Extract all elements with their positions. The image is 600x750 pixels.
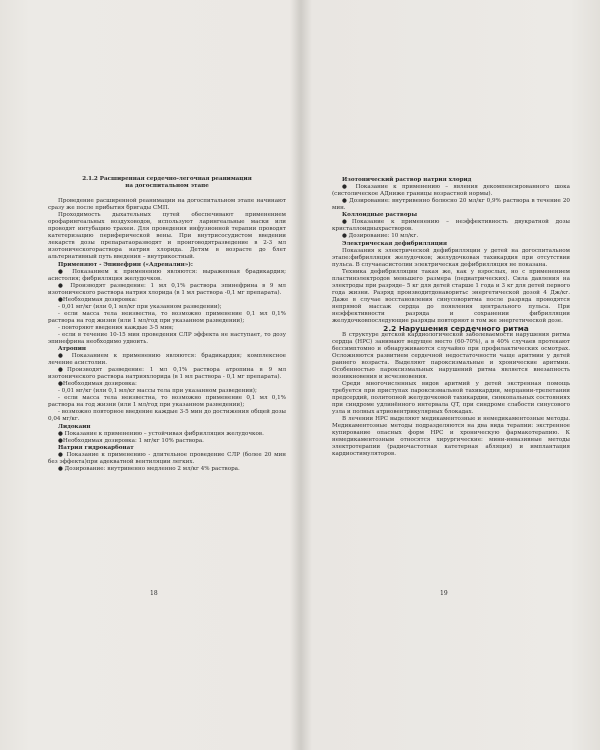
list-item: - если масса тела неизвестна, то возможно применение 0,1 мл 0,1% раствора на год жизни (или 1 мл/год при указанном разведении); bbox=[48, 310, 286, 324]
section-heading-line1: 2.1.2 Расширенная сердечно-легочная реанимация bbox=[82, 176, 252, 182]
list-item: ●Необходимая дозировка: 1 мг/кг 10% раствора. bbox=[58, 437, 204, 444]
list-item: ● Производят разведение: 1 мл 0,1% раствора эпинефрина в 9 мл изотонического раствора натрия хлорида (в 1 мл раствора -0,1 мг препарата). bbox=[48, 282, 286, 296]
page-number: 19 bbox=[440, 590, 448, 597]
defibrillation-title: Электрическая дефибрилляция bbox=[342, 240, 448, 247]
paragraph: Среди многочисленных видов аритмий у детей экстренная помощь требуется при приступах пароксизмальной тахикардии, мерцании-трепетании предсердий, политопной желудочковой тахикардии, синкопальных состояниях при синдроме удлинённого интервала QT, при синдроме слабости синусового узла и полных атриовентрикулярных блокадах. bbox=[332, 380, 570, 415]
list-item: ● Показание к применению – явления декомпенсированного шока (систолическое АДниже границы возрастной нормы). bbox=[332, 183, 570, 197]
paragraph: Проведение расширенной реанимации на догоспитальном этапе начинают сразу же после прибытия бригады СМП. bbox=[48, 198, 286, 211]
list-item: ● Дозирование: внутривенно медленно 2 мл/кг 4% раствора. bbox=[58, 466, 240, 473]
left-page-text bbox=[48, 176, 286, 473]
paragraph: Показания к электрической дефибрилляции у детей на догоспитальном этапе:фибрилляция желудочков; желудочковая тахикардия при отсутствии пульса. В случаеасистолии электрическая дефибрилляция не показана. bbox=[332, 247, 570, 268]
saline-title: Изотонический раствор натрия хлорид bbox=[342, 176, 472, 183]
list-item: - если масса тела неизвестна, то возможно применение 0,1 мл 0,1% раствора на год жизни (или 1 мл/год при указанном разведении); bbox=[48, 395, 286, 409]
list-item: ● Дозирование: 10 мл/кг. bbox=[342, 233, 419, 240]
list-item: - повторяют введения каждые 3-5 мин; bbox=[58, 324, 174, 331]
section-heading: 2.2 Нарушения сердечного ритма bbox=[383, 323, 529, 333]
atropine-title: Атропин bbox=[58, 346, 87, 353]
list-item: ● Показание к применению – устойчивая фибрилляция желудочков. bbox=[58, 430, 264, 437]
paragraph: В структуре детской кардиологической заболеваемости нарушения ритма сердца (НРС) занимают ведущее место (60-70%), а в 40% случаев протекают бессимптомно и обнаруживаются случайно при профилактических осмотрах. Осложняются развитием сердечной недостаточности чаще аритмии у детей раннего возраста. Выделяют пароксизмальные и хронические аритмии. Особенностью пароксизмальных нарушений ритма является внезапность возникновения и исчезновения. bbox=[332, 331, 570, 380]
list-item: ● Дозирование: внутривенно болюсно 20 мл/кг 0,9% раствора в течение 20 мин. bbox=[332, 197, 570, 211]
paragraph: В лечении НРС выделяют медикаментозные и немедикаментозные методы. Медикаментозные методы подразделяются на два вида терапии: экстренное купирование опасных форм НРС и хроническую фармакотерапию. К немедикаментозным относятся хирургические: мини-инвазивные методы электротерапии (радиочастотная катетерная абляция) и имплантация кардиостимуляторов. bbox=[332, 415, 570, 457]
list-item: ● Показанием к применению являются: выраженная брадикардия; асистолия; фибрилляция желудочков. bbox=[48, 268, 286, 282]
list-item: - 0,01 мг/кг (или 0,1 мл/кг массы тела при указанном разведении); bbox=[58, 388, 257, 395]
list-item: ●Производят разведение: 1 мл 0,1% раствора атропина в 9 мл изотонического раствора натрияхлорида (в 1 мл раствора - 0,1 мг препарата). bbox=[48, 367, 286, 381]
lidocaine-title: Лидокаин bbox=[58, 423, 91, 430]
list-item: - если в течение 10-15 мин проведения СЛР эффекта не наступает, то дозу эпинефрина необходимо удвоить. bbox=[48, 331, 286, 345]
list-item: - возможно повторное введение каждые 3-5 мин до достижения общей дозы 0,04 мг/кг. bbox=[48, 409, 286, 423]
list-item: ●Показание к применению – неэффективность двукратной дозы кристаллоидныхрастворов. bbox=[332, 219, 570, 233]
colloid-title: Коллоидные растворы bbox=[342, 212, 418, 219]
list-item: ● Показанием к применению являются: брадикардия; комплексное лечение асистолии. bbox=[48, 353, 286, 367]
right-page bbox=[300, 0, 600, 750]
paragraph: Проходимость дыхательных путей обеспечивают применением орофарингеальных воздуховодов, используют ларингеальные маски или проводят интубацию трахеи. Для проведения инфузионной терапии проводят катетеризацию периферической вены. При внутрисосудистом введении лекарств дозы препаратаоразводят и проиговодятразведение в 2-3 мл изотоническогораствора натрия хлорида. Детям в возрасте до блет альтернативный путь введения – внутрикостный. bbox=[48, 212, 286, 260]
page-number: 18 bbox=[150, 590, 158, 597]
list-item: - 0,01 мг/кг (или 0,1 мл/кг при указанном разведении); bbox=[58, 303, 222, 310]
right-page-text bbox=[332, 176, 570, 458]
paragraph: Техника дефибрилляции такая же, как у взрослых, но с применением пластинэлектродов меньшего размера (педиатрических). Сила давления на электроды при разряде– 5 кг для детей старше 1 года и 3 кг для детей первого года жизни. Разряд производитдонаворитьс энергетической дозой 4 Дж/кг. Даже в случае восстановления синусоворитма после разряда проводятся непрямой массаж сердца до появления центрального пульса. При неэффективности разряда и сохранении фибрилляции желудочковпоследующие разряды повторяют в том же энергетической дозе. bbox=[332, 268, 570, 324]
list-item: ●Необходимая дозировка: bbox=[58, 381, 137, 388]
bicarbonate-title: Натрия гидрокарбонат bbox=[58, 445, 134, 452]
section-heading-line2: на догоспитальном этапе bbox=[125, 183, 209, 189]
epinephrine-title: Применяют - Эпинефрин («Адреналин»): bbox=[58, 261, 193, 268]
list-item: ●Необходимая дозировка: bbox=[58, 296, 137, 303]
list-item: ● Показание к применению - длительное проведение СЛР (более 20 мин без эффекта)при адекватной вентиляции легких. bbox=[48, 452, 286, 466]
